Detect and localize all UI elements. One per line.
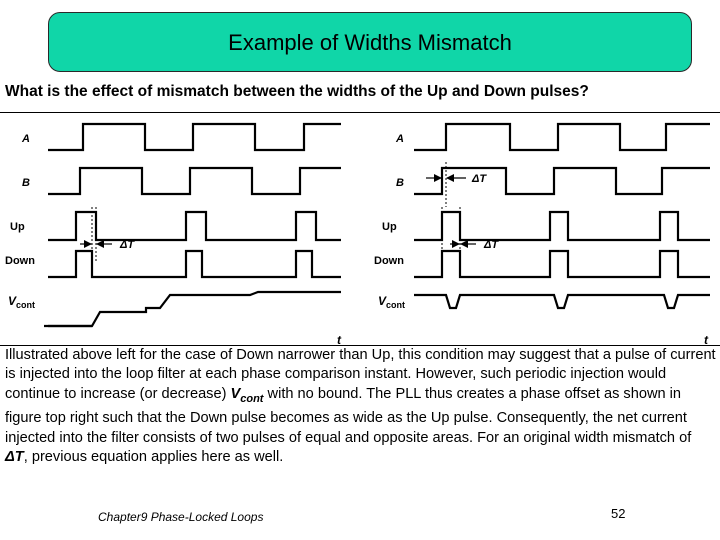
explanation-part-3: , previous equation applies here as well. [23, 448, 284, 465]
left-label-vcont: $V_{cont}$ [8, 294, 36, 310]
slide-title: Example of Widths Mismatch [228, 30, 512, 55]
explanation-part-2: with no bound. The PLL thus creates a phase offset as shown in figure top right such that the Down pulse becomes as wide as the Up pulse. Consequently, the net current injected into the filter consists of two pulses of equal and opposite areas. For an original width mismatch of [5, 385, 692, 446]
diagram-frame [0, 112, 720, 346]
left-label-a: A [22, 133, 30, 145]
explanation-part-1: Illustrated above left for the case of Down narrower than Up, this condition may suggest that a pulse of current is injected into the loop filter at each phase comparison instant. However, such periodic injection would continue to increase (or decrease) [5, 347, 716, 402]
left-delta-t-label: ΔT [120, 239, 135, 251]
left-label-b: B [22, 177, 30, 189]
left-label-down: Down [5, 255, 35, 267]
left-label-up: Up [10, 221, 25, 233]
explanation-paragraph [5, 346, 717, 467]
page-number: 52 [611, 506, 626, 521]
right-label-a: A [396, 133, 404, 145]
right-delta-t-label: ΔT [484, 239, 499, 251]
right-time-label: t [704, 333, 708, 346]
right-label-up: Up [382, 221, 397, 233]
right-b-delta-t-label: ΔT [472, 173, 487, 185]
right-label-vcont: $V_{cont}$ [378, 294, 406, 310]
explanation-delta-t: ΔT [5, 448, 24, 465]
vcont-inline: $V_{cont}$ [230, 385, 264, 405]
left-time-label: t [337, 333, 341, 346]
right-label-b: B [396, 177, 404, 189]
question-text: What is the effect of mismatch between the widths of the Up and Down pulses? [5, 83, 589, 100]
right-label-down: Down [374, 255, 404, 267]
footer-chapter: Chapter9 Phase-Locked Loops [98, 510, 264, 524]
